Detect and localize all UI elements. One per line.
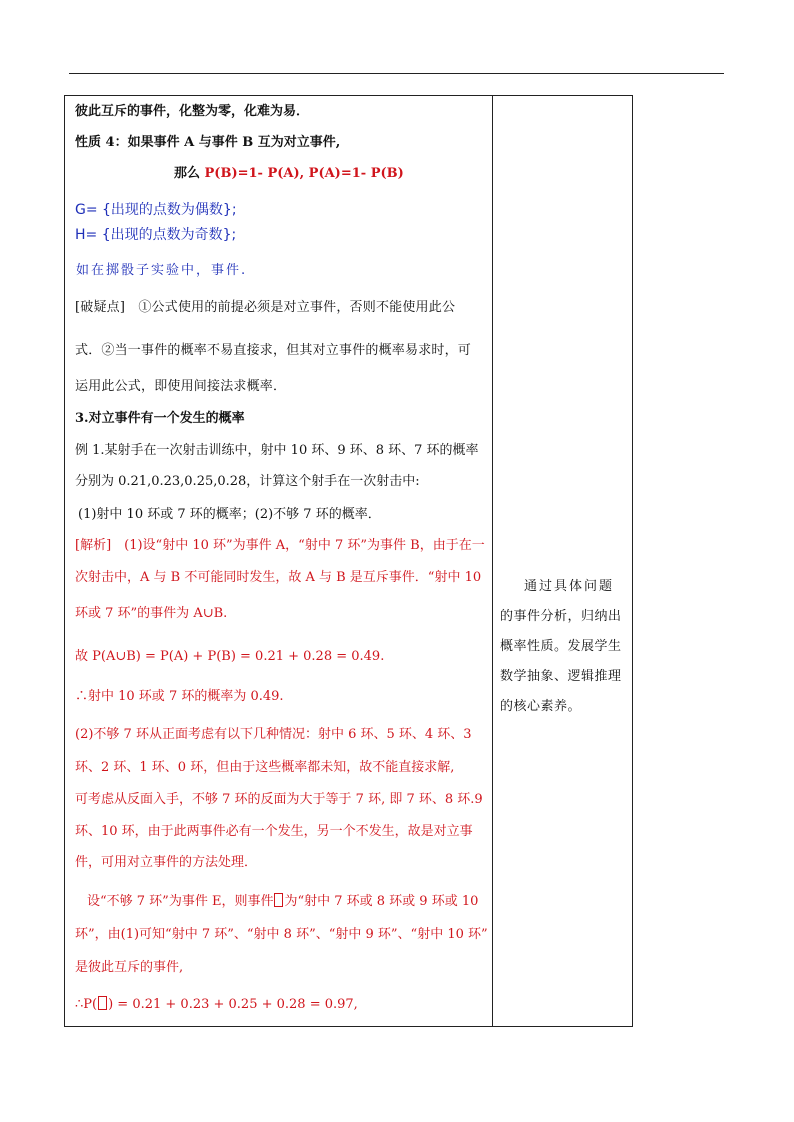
text-line: (1)射中 10 环或 7 环的概率；(2)不够 7 环的概率． xyxy=(78,507,381,522)
solution-line: 环、2 环、1 环、0 环，但由于这些概率都未知，故不能直接求解, xyxy=(75,760,455,775)
event-g-definition: G= {出现的点数为偶数}; xyxy=(75,202,237,218)
side-note-line: 数学抽象、逻辑推理 xyxy=(500,669,622,684)
event-h-definition: H= {出现的点数为奇数}; xyxy=(75,227,237,243)
solution-formula xyxy=(75,995,358,1015)
property-4-heading: 性质 4：如果事件 A 与事件 B 互为对立事件, xyxy=(75,135,341,150)
text-line: 为“射中 7 环或 8 环或 9 环或 10 xyxy=(284,894,479,909)
text-line: 设“不够 7 环”为事件 E，则事件 xyxy=(87,894,274,909)
design-intent-column xyxy=(500,572,628,722)
dice-example-line: 如在掷骰子实验中，事件. xyxy=(76,263,248,278)
complement-event-symbol xyxy=(274,893,283,907)
text-line: ) = 0.21 + 0.23 + 0.25 + 0.28 = 0.97, xyxy=(108,997,358,1012)
text-line: 式．②当一事件的概率不易直接求，但其对立事件的概率易求时，可 xyxy=(75,343,472,358)
example-1-line: 例 1.某射手在一次射击训练中，射中 10 环、9 环、8 环、7 环的概率 xyxy=(75,443,479,458)
solution-line: ∴射中 10 环或 7 环的概率为 0.49. xyxy=(75,689,284,704)
text-line: 运用此公式，即使用间接法求概率． xyxy=(75,379,287,394)
key-point-line: [破疑点] ①公式使用的前提必须是对立事件，否则不能使用此公 xyxy=(75,300,456,315)
solution-line: [解析] (1)设“射中 10 环”为事件 A，“射中 7 环”为事件 B，由于在一 xyxy=(75,538,485,553)
lesson-table xyxy=(64,95,633,1027)
side-note-line: 概率性质。发展学生 xyxy=(500,639,622,654)
property-4-formula-line xyxy=(174,164,404,184)
side-note-line: 的核心素养。 xyxy=(500,699,582,714)
complement-formula: P(B)=1- P(A), P(A)=1- P(B) xyxy=(204,166,404,181)
solution-line: (2)不够 7 环从正面考虑有以下几种情况：射中 6 环、5 环、4 环、3 xyxy=(75,727,472,742)
text-line: 分别为 0.21,0.23,0.25,0.28，计算这个射手在一次射击中: xyxy=(75,474,420,489)
solution-line: 环”，由(1)可知“射中 7 环”、“射中 8 环”、“射中 9 环”、“射中 10 环” xyxy=(75,927,488,942)
solution-line: 环或 7 环”的事件为 A∪B. xyxy=(75,606,228,621)
column-divider xyxy=(492,96,493,1026)
solution-line: 件，可用对立事件的方法处理． xyxy=(75,855,258,870)
complement-event-symbol xyxy=(98,996,107,1010)
solution-formula: 故 P(A∪B) = P(A) + P(B) = 0.21 + 0.28 = 0.49. xyxy=(75,649,385,664)
text-line: 那么 xyxy=(174,166,205,181)
solution-line: 可考虑从反面入手，不够 7 环的反面为大于等于 7 环, 即 7 环、8 环.9 xyxy=(75,792,483,807)
side-note-line: 通过具体问题 xyxy=(524,579,615,594)
text-line: ∴P( xyxy=(75,997,98,1012)
header-rule xyxy=(69,73,724,74)
solution-line: 环、10 环，由于此两事件必有一个发生，另一个不发生，故是对立事 xyxy=(75,824,473,839)
side-note-line: 的事件分析，归纳出 xyxy=(500,609,622,624)
solution-line: 次射击中，A 与 B 不可能同时发生，故 A 与 B 是互斥事件．“射中 10 xyxy=(75,570,482,585)
solution-line xyxy=(87,892,478,912)
section-heading: 3.对立事件有一个发生的概率 xyxy=(75,411,245,426)
text-line: 彼此互斥的事件，化整为零，化难为易． xyxy=(75,104,310,119)
solution-line: 是彼此互斥的事件, xyxy=(75,960,184,975)
